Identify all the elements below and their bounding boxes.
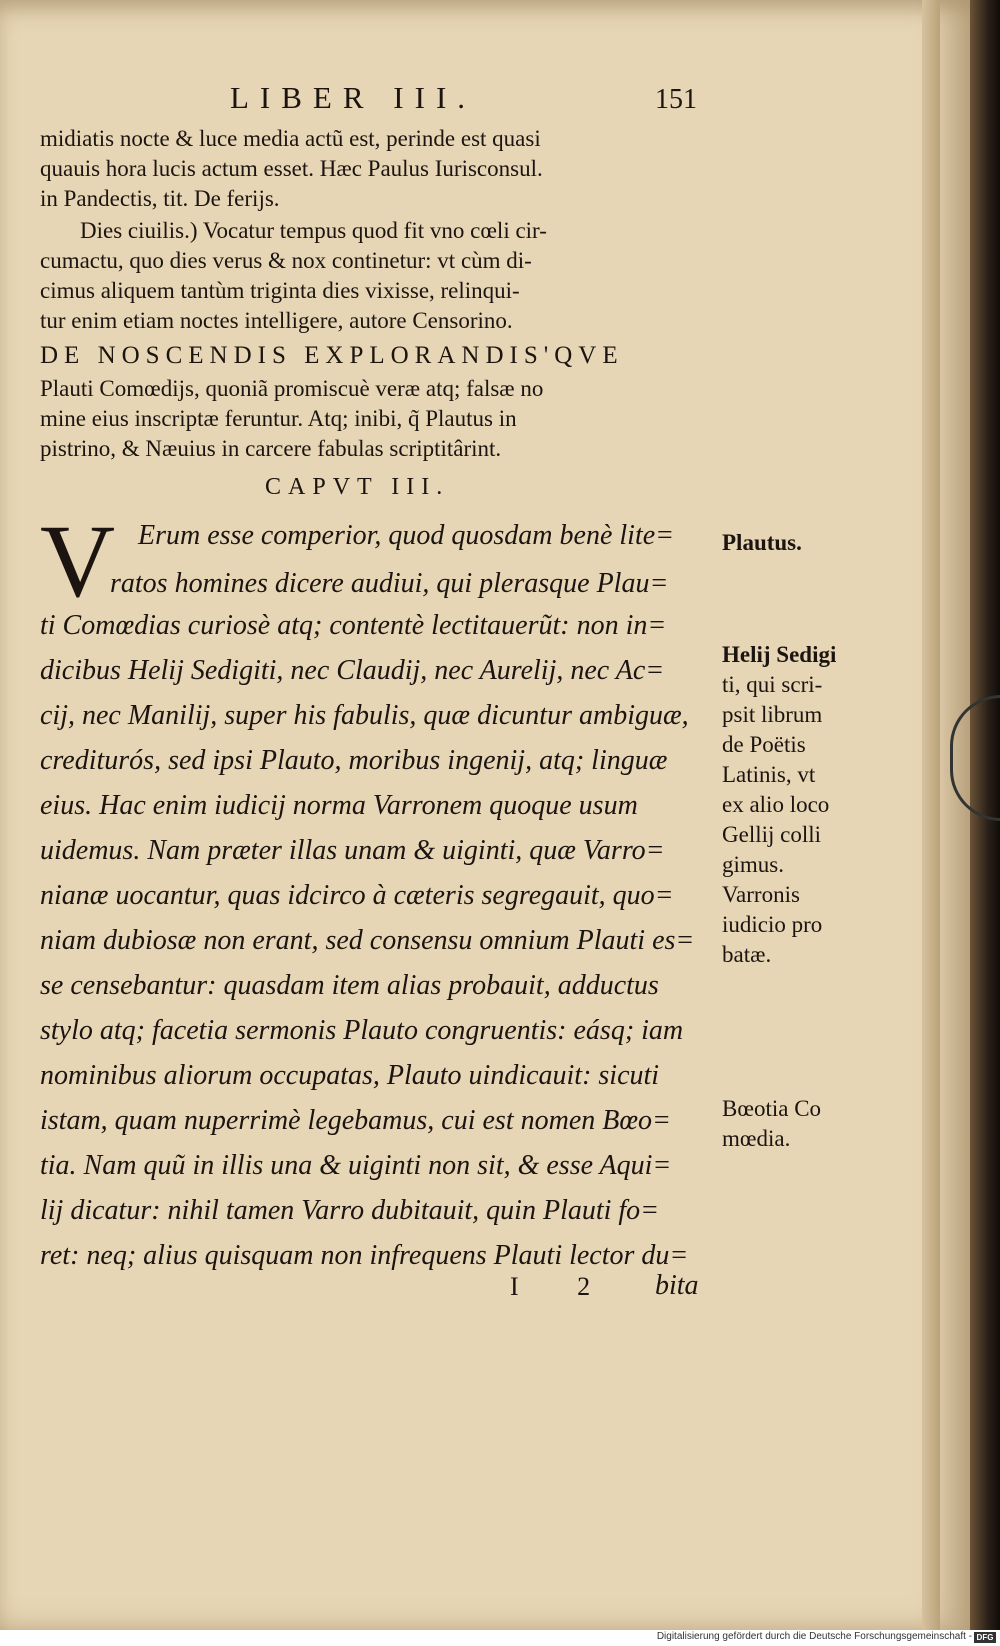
marginal-note: ex alio loco xyxy=(722,792,830,817)
page-number: 151 xyxy=(655,84,697,115)
text-line: tur enim etiam noctes intelligere, autore Censorino. xyxy=(40,308,513,333)
text-line: Dies ciuilis.) Vocatur tempus quod fit vno cœli cir- xyxy=(80,218,547,243)
marginal-note: Gellij colli xyxy=(722,822,822,847)
body-line: stylo atq; facetia sermonis Plauto congruentis: eásq; iam xyxy=(40,1015,684,1046)
marginal-note: batæ. xyxy=(722,942,772,967)
page-edge xyxy=(922,0,940,1630)
chapter-heading-line: mine eius inscriptæ feruntur. Atq; inibi, q̃ Plautus in xyxy=(40,406,517,431)
running-title: LIBER III. xyxy=(230,80,477,115)
marginal-note: Varronis xyxy=(722,882,800,907)
marginal-note: de Poëtis xyxy=(722,732,806,757)
drop-cap: V xyxy=(40,504,116,619)
text-line: midiatis nocte & luce media actũ est, perinde est quasi xyxy=(40,126,541,151)
chapter-heading-title: DE NOSCENDIS EXPLORANDIS'QVE xyxy=(40,342,624,369)
body-line: ratos homines dicere audiui, qui plerasque Plau= xyxy=(110,568,669,599)
body-line: niam dubiosæ non erant, sed consensu omnium Plauti es= xyxy=(40,925,695,956)
signature-mark: I 2 xyxy=(510,1272,617,1301)
footer-credit: Digitalisierung gefördert durch die Deutsche Forschungsgemeinschaft - xyxy=(656,1631,972,1642)
marginal-note: iudicio pro xyxy=(722,912,823,937)
text-line: quauis hora lucis actum esset. Hæc Paulus Iurisconsul. xyxy=(40,156,543,181)
digitization-footer xyxy=(0,1630,1000,1646)
body-line: eius. Hac enim iudicij norma Varronem quoque usum xyxy=(40,790,638,821)
chapter-heading-line: Plauti Comœdijs, quoniã promiscuè veræ atq; falsæ no xyxy=(40,376,544,401)
body-line: lij dicatur: nihil tamen Varro dubitauit, quin Plauti fo= xyxy=(40,1195,660,1226)
marginal-note: psit librum xyxy=(722,702,823,727)
marginal-note: Latinis, vt xyxy=(722,762,816,787)
body-line: crediturós, sed ipsi Plauto, moribus ingenij, atq; linguæ xyxy=(40,745,668,776)
marginal-note: Plautus. xyxy=(722,530,802,555)
body-line: Erum esse comperior, quod quosdam benè lite= xyxy=(138,520,675,551)
body-line: dicibus Helij Sedigiti, nec Claudij, nec Aurelij, nec Ac= xyxy=(40,655,665,686)
body-line: istam, quam nuperrimè legebamus, cui est nomen Bœo= xyxy=(40,1105,671,1136)
marginal-note: ti, qui scri- xyxy=(722,672,823,697)
body-line: ti Comœdias curiosè atq; contentè lectitauerũt: non in= xyxy=(40,610,667,641)
marginal-note: Helij Sedigi xyxy=(722,642,837,667)
body-line: nominibus aliorum occupatas, Plauto uindicauit: sicuti xyxy=(40,1060,660,1091)
body-line: se censebantur: quasdam item alias probauit, adductus xyxy=(40,970,659,1001)
dfg-logo: DFG xyxy=(974,1632,996,1643)
marginal-note: Bœotia Co xyxy=(722,1096,822,1121)
body-line: tia. Nam quũ in illis una & uiginti non sit, & esse Aqui= xyxy=(40,1150,672,1181)
text-line: cimus aliquem tantùm triginta dies vixisse, relinqui- xyxy=(40,278,520,303)
chapter-heading-line: pistrino, & Næuius in carcere fabulas scriptitârint. xyxy=(40,436,502,461)
text-line: in Pandectis, tit. De ferijs. xyxy=(40,186,280,211)
text-line: cumactu, quo dies verus & nox continetur: vt cùm di- xyxy=(40,248,532,273)
body-line: cij, nec Manilij, super his fabulis, quæ dicuntur ambiguæ, xyxy=(40,700,689,731)
body-line: nianæ uocantur, quas idcirco à cæteris segregauit, quo= xyxy=(40,880,674,911)
body-line: ret: neq; alius quisquam non infrequens Plauti lector du= xyxy=(40,1240,689,1271)
marginal-note: mœdia. xyxy=(722,1126,791,1151)
catchword: bita xyxy=(655,1270,699,1301)
body-line: uidemus. Nam præter illas unam & uiginti, quæ Varro= xyxy=(40,835,665,866)
marginal-note: gimus. xyxy=(722,852,784,877)
caput-heading: CAPVT III. xyxy=(265,474,450,500)
